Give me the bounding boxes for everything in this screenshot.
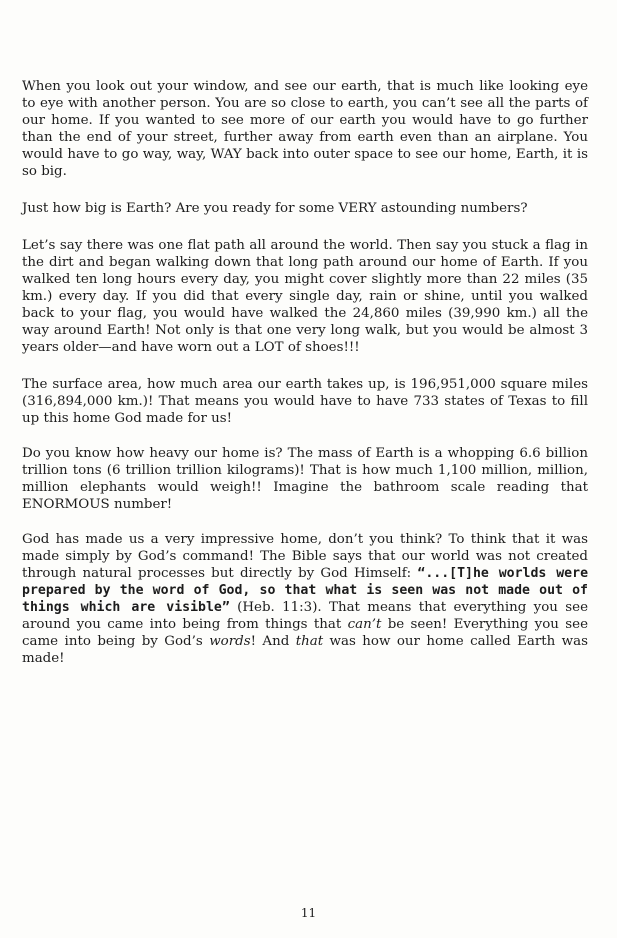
text-segment: God has made us a very impressive home, don’t you think? To think that it was made simply by God’s command! The Bible says that our world was not created through natural processes but directly by God Himself: <box>22 532 588 581</box>
paragraph-mass: Do you know how heavy our home is? The mass of Earth is a whopping 6.6 billion trillion tons (6 trillion trillion kilograms)! That is how much 1,100 million, million, million elephants would weigh!! Imagine the bathroom scale reading that ENORMOUS number! <box>22 446 588 512</box>
paragraph-surface-area: The surface area, how much area our earth takes up, is 196,951,000 square miles (316,894,000 km.)! That means you would have to have 733 states of Texas to fill up this home God made for us! <box>22 377 588 426</box>
page-number: 11 <box>300 906 317 920</box>
body-text <box>22 78 588 685</box>
text-segment: ! And <box>250 634 296 649</box>
emphasis: words <box>209 634 251 649</box>
text-segment: (Heb. 11:3). That means that everything you see around you came into being from things that <box>22 600 588 632</box>
paragraph-impressive-home <box>22 531 588 667</box>
bible-quote: “...[T]he worlds were prepared by the word of God, so that what is seen was not made out of things which are visible” <box>22 566 589 615</box>
emphasis: that <box>295 634 324 649</box>
paragraph-how-big: Just how big is Earth? Are you ready for some VERY astounding numbers? <box>22 201 528 216</box>
paragraph-walk: Let’s say there was one flat path all around the world. Then say you stuck a flag in the dirt and began walking down that long path around our home of Earth. If you walked ten long hours every day, you might cover slightly more than 22 miles (35 km.) every day. If you did that every single day, rain or shine, until you walked back to your flag, you would have walked the 24,860 miles (39,990 km.) all the way around Earth! Not only is that one very long walk, but you would be almost 3 years older—and have worn out a LOT of shoes!!! <box>22 238 588 355</box>
emphasis: can’t <box>347 617 382 632</box>
text-segment: was how our home called Earth was made! <box>22 634 589 666</box>
text-segment: be seen! Everything you see came into being by God’s <box>22 617 588 649</box>
paragraph-window: When you look out your window, and see our earth, that is much like looking eye to eye with another person. You are so close to earth, you can’t see all the parts of our home. If you wanted to see more of our earth you would have to go further than the end of your street, further away from earth even than an airplane. You would have to go way, way, WAY back into outer space to see our home, Earth, it is so big. <box>22 79 588 179</box>
